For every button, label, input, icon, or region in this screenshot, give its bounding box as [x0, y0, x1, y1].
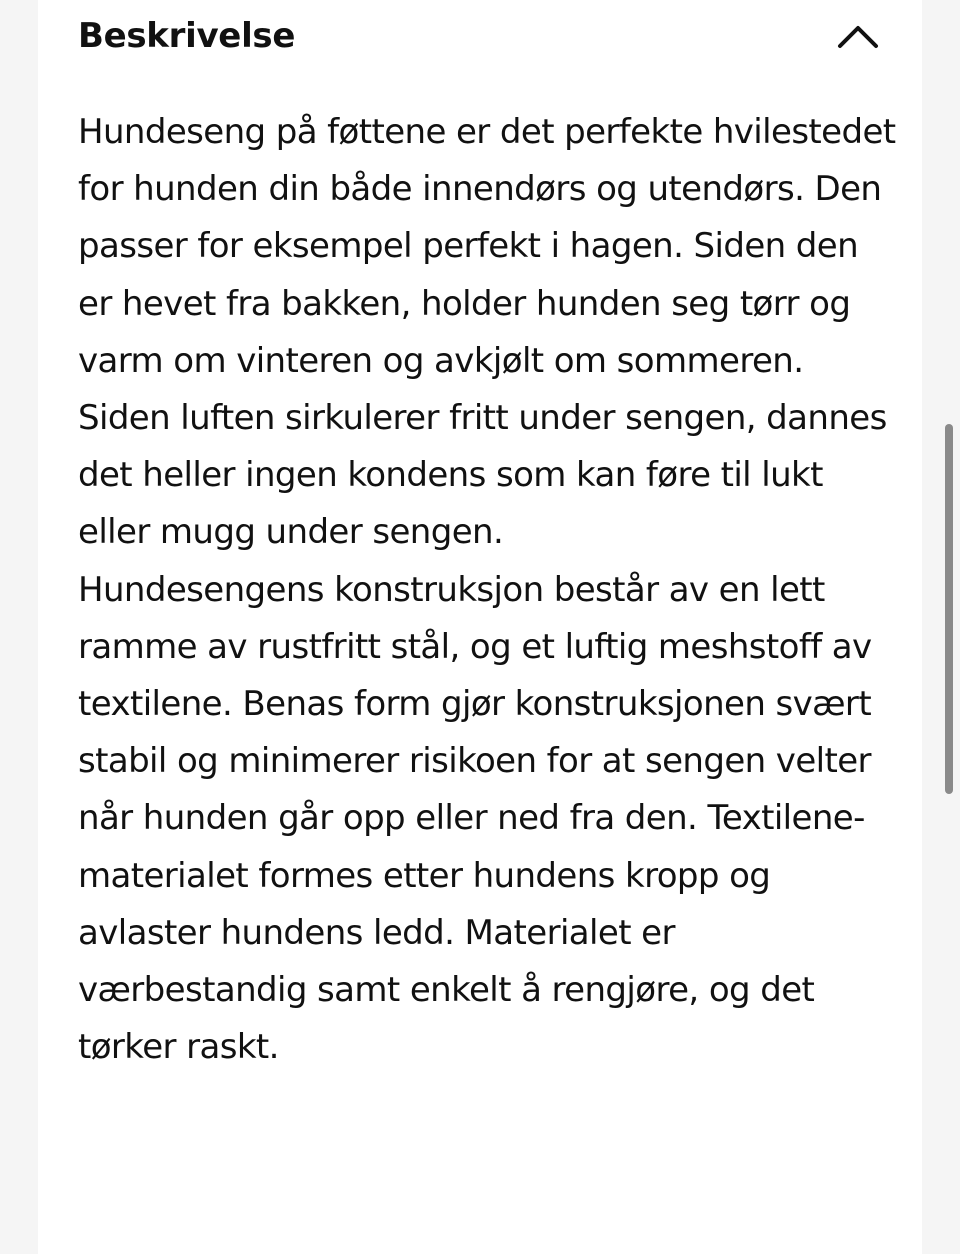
- accordion-title: Beskrivelse: [78, 16, 296, 56]
- chevron-up-icon[interactable]: [834, 18, 882, 54]
- scrollbar-thumb[interactable]: [945, 424, 953, 794]
- accordion-header[interactable]: [38, 0, 922, 76]
- description-paragraph-1: Hundeseng på føttene er det perfekte hvilestedet for hunden din både innendørs og utendørs. Den passer for eksempel perfekt i hagen. Siden den er hevet fra bakken, holder hunden seg tørr og varm om vinteren og avkjølt om sommeren. Siden luften sirkulerer fritt under sengen, dannes det heller ingen kondens som kan føre til lukt eller mugg under sengen.: [78, 112, 896, 553]
- description-paragraph-2: Hundesengens konstruksjon består av en lett ramme av rustfritt stål, og et luftig meshstoff av textilene. Benas form gjør konstruksjonen svært stabil og minimerer risikoen for at sengen velter når hunden går opp eller ned fra den. Textilene-materialet formes etter hundens kropp og avlaster hundens ledd. Materialet er værbestandig samt enkelt å rengjøre, og det tørker raskt.: [78, 569, 872, 1068]
- description-accordion: [38, 0, 922, 1254]
- description-text: [78, 104, 898, 1076]
